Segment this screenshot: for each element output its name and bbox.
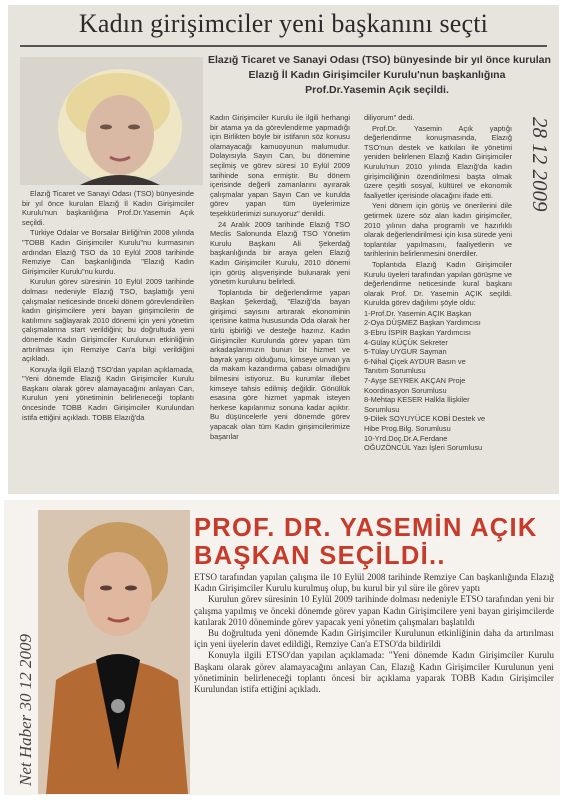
handwritten-date-text: 28 12 2009 <box>528 117 552 212</box>
paragraph: Türkiye Odalar ve Borsalar Birliği'nin 2008 yılında "TOBB Kadın Girişimciler Kurulu"nu kurmasının ardından Elazığ TSO da 10 Eylül 2008 tarihinde Remziye Can başkanlığında "Elazığ Kadın Girişimciler Kurulu"nu kurdu. <box>22 228 194 276</box>
paragraph: diliyorum" dedi. <box>364 113 415 122</box>
portrait-illustration <box>20 57 203 185</box>
article-deck <box>208 53 551 98</box>
paragraph: Kurulun görev süresinin 10 Eylül 2009 tarihinde dolması nedeniyle Elazığ TSO, başlattığı yeni çalışmalar neticesinde önceki dönem görevlendirilen kadın girişimcilere yeni bayan girişimcilerin de katılımını sağlayarak 2010 dönemi için yeni yönetim çalışmalarına start verildiğini; bu doğrultuda yeni dönemde Kadın Girişimciler Kurulunun etkinliğinin artırılması için Remziye Can'a bilgi verildiğini açıkladı. <box>22 277 194 364</box>
handwritten-date <box>518 117 558 287</box>
deck-line: Elazığ İl Kadın Girişimciler Kurulu'nun başkanlığına <box>248 69 506 81</box>
article-column-2 <box>210 113 350 442</box>
paragraph: Toplantıda bir değerlendirme yapan Başkan Şekerdağ, "Elazığ'da bayan girişimci sayısını artırarak ekonominin içerisine katma hususunda Oda olarak her türlü işbirliği ve desteğe hazırız. Kadın Girişimciler Kurulunda görev yapan tüm arkadaşlarımızın bunun bir hizmet ve bayrak yarışı olduğunu, kimseye unvan ya da makam kazandırma çabası olmadığını bilmesini istiyoruz. Bu kurumlar illebet kimseye tahsis edilmiş değildir. Gönüllük esasına göre hizmet yapmak isteyen herkese kapılarımız sonuna kadar açıktır. Bu düşüncelerle yeni dönemde görev yapacak olan tüm Kadın girişimcilerimize başarılar <box>210 287 350 441</box>
list-item: Tanıtım Sorumlusu <box>364 366 426 376</box>
newspaper-clipping-bottom <box>4 500 560 795</box>
paragraph: Prof.Dr. Yasemin Açık yaptığı değerlendirme konuşmasında, Elazığ TSO'nun destek ve katkıları ile yönetimi yeniden belirlenen Elazığ Kadın Girişimciler Kurulu'nun 2010 yılında Elazığ'da kadın girişimciliğinin özendirilmesi başta olmak üzere çeşitli sosyal, kültürel ve ekonomik faaliyetler içerisinde olacağını ifade etti. <box>364 123 512 200</box>
paragraph: 24 Aralık 2009 tarihinde Elazığ TSO Meclis Salonunda Elazığ TSO Yönetim Kurulu Başkanı Ali Şekerdağ başkanlığında bir araya gelen Elazığ Kadın Girişimciler Kurulu, 2010 dönemi için görüş alışverişinde bulunarak yeni yönetim kurulunu belirledi. <box>210 219 350 287</box>
list-item: 1-Prof.Dr. Yasemin AÇIK Başkan <box>364 308 472 318</box>
deck-line: Prof.Dr.Yasemin Açık seçildi. <box>305 84 449 96</box>
portrait-illustration <box>38 510 190 794</box>
paragraph: Kadın Girişimciler Kurulu ile ilgili herhangi bir atama ya da görevlendirme yapmadığı için Birlikten böyle bir istifanın söz konusu olamayacağı kamuoyunun malumudur. Dolayısıyla Sayın Can, bu dönemine seçilmiş ve görev süresi 10 Eylül 2009 tarihinde sona ermiştir. Bu dönem içerisinde değerli zamanlarını ayırarak çalışmalar yapan Sayın Can ve kurulda görev yapan tüm üyelerimize teşekkürlerimizi sunuyoruz" denildi. <box>210 113 350 218</box>
paragraph: Kurulun görev süresinin 10 Eylül 2009 tarihinde dolması nedeniyle ETSO tarafından yeni bir çalışma yapılmış ve önceki dönemde görev yapan Kadın Girişimcilere yeni bayan girişimcilerde katılarak 2010 döneminde görev yapacak yeni yönetim çalışmaları başlatıldı <box>194 594 554 627</box>
list-item: Koordinasyon Sorumlusu <box>364 385 447 395</box>
list-item: 8-Mehtap KESER Halkla İlişkiler <box>364 395 470 405</box>
list-item: 7-Ayşe SEYREK AKÇAN Proje <box>364 376 466 386</box>
list-item: 4-Gülay KÜÇÜK Sekreter <box>364 337 448 347</box>
paragraph: ETSO tarafından yapılan çalışma ile 10 Eylül 2008 tarihinde Remziye Can başkanlığında Elazığ Kadın Girişimciler Kurulu kurulmuş olup, bu kurul bir yıl süre ile görev yaptı <box>194 572 554 594</box>
article-headline <box>194 514 556 570</box>
paragraph: Konuyla ilgili Elazığ TSO'dan yapılan açıklamada, "Yeni dönemde Elazığ Kadın Girişimciler Kurulu Başkanı olarak görev alamayacağını anlayan Can, Kurulun yeni yönetiminin belirleneceği toplantı öncesinde TOBB Kadın Girişimciler Kurulundan istifa ettiğini açıkladı. TOBB Elazığ'da <box>22 364 194 422</box>
portrait-photo <box>20 57 203 185</box>
list-item: 6-Nihal Çiçek AYDUR Basın ve <box>364 356 466 366</box>
article-headline: Kadın girişimciler yeni başkanını seçti <box>78 9 489 38</box>
portrait-photo <box>38 510 190 794</box>
list-item: 10-Yrd.Doç.Dr.A.Ferdane <box>364 433 448 443</box>
list-item: 3-Ebru İSPİR Başkan Yardımcısı <box>364 328 471 338</box>
article-column-1 <box>22 189 194 423</box>
list-item: OĞUZÖNCÜL Yazı İşleri Sorumlusu <box>364 443 483 453</box>
paragraph: Toplantıda Elazığ Kadın Girişimciler Kurulu üyeleri tarafından yapılan görüşme ve değerlendirme neticesinde kural başkanı olarak Prof. Dr. Yasemin AÇIK seçildi. Kurulda görev dağılımı şöyle oldu: <box>364 259 512 308</box>
list-item: 5-Tülay UYGUR Sayman <box>364 347 447 357</box>
paragraph: Yeni dönem için görüş ve önerilerini dile getirmek üzere söz alan kadın girişimciler, 2010 yılının daha programlı ve hazırlıklı olarak değerlendirilmesi için kısa sürede yeni toplantılar yapılmasını, faaliyetlerin ve tarihlerinin belirlenmesini önerdiler. <box>364 201 512 259</box>
paragraph: Konuyla ilgili ETSO'dan yapılan açıklamada: "Yeni dönemde Kadın Girişimciler Kurulu Başkanı olarak görev alamayacağını anlayan Can, Elazığ Kadın Girişimciler Kurulunun yeni yönetiminin belirleneceği toplantı öncesi bir açıklama yaparak TOBB Kadın Girişimciler Kurulundan istifa ettiğini açıkladı. <box>194 650 554 695</box>
deck-line: Elazığ Ticaret ve Sanayi Odası (TSO) bünyesinde bir yıl önce kurulan <box>208 54 551 66</box>
list-item: 2-Oya DÜŞMEZ Başkan Yardımcısı <box>364 318 481 328</box>
headline-rule <box>20 45 547 47</box>
handwritten-source <box>6 516 40 786</box>
headline-line: PROF. DR. YASEMİN AÇIK <box>194 514 538 542</box>
article-body <box>194 572 554 695</box>
newspaper-clipping-top <box>8 5 559 494</box>
role-list <box>364 309 512 453</box>
handwritten-source-text: Net Haber 30 12 2009 <box>16 633 35 786</box>
list-item: 9-Dilek SOYUYÜCE KOBİ Destek ve <box>364 414 486 424</box>
paragraph: Elazığ Ticaret ve Sanayi Odası (TSO) bünyesinde bir yıl önce kurulan Elazığ İl Kadın Girişimciler Kurulu'nun başkanlığına Prof.Dr.Yasemin Açık seçildi. <box>22 189 194 227</box>
list-item: Hibe Prog.Bilg. Sorumlusu <box>364 424 451 433</box>
headline-line: BAŞKAN SEÇİLDİ.. <box>194 542 446 570</box>
list-item: Sorumlusu <box>364 404 400 414</box>
paragraph: Bu doğrultuda yeni dönemde Kadın Girişimciler Kurulunun etkinliğinin daha da artırılması için yeni üyelerin davet edildiği, Remziye Can'a ETSO'da bildirildi <box>194 628 554 650</box>
article-column-3 <box>364 113 512 453</box>
